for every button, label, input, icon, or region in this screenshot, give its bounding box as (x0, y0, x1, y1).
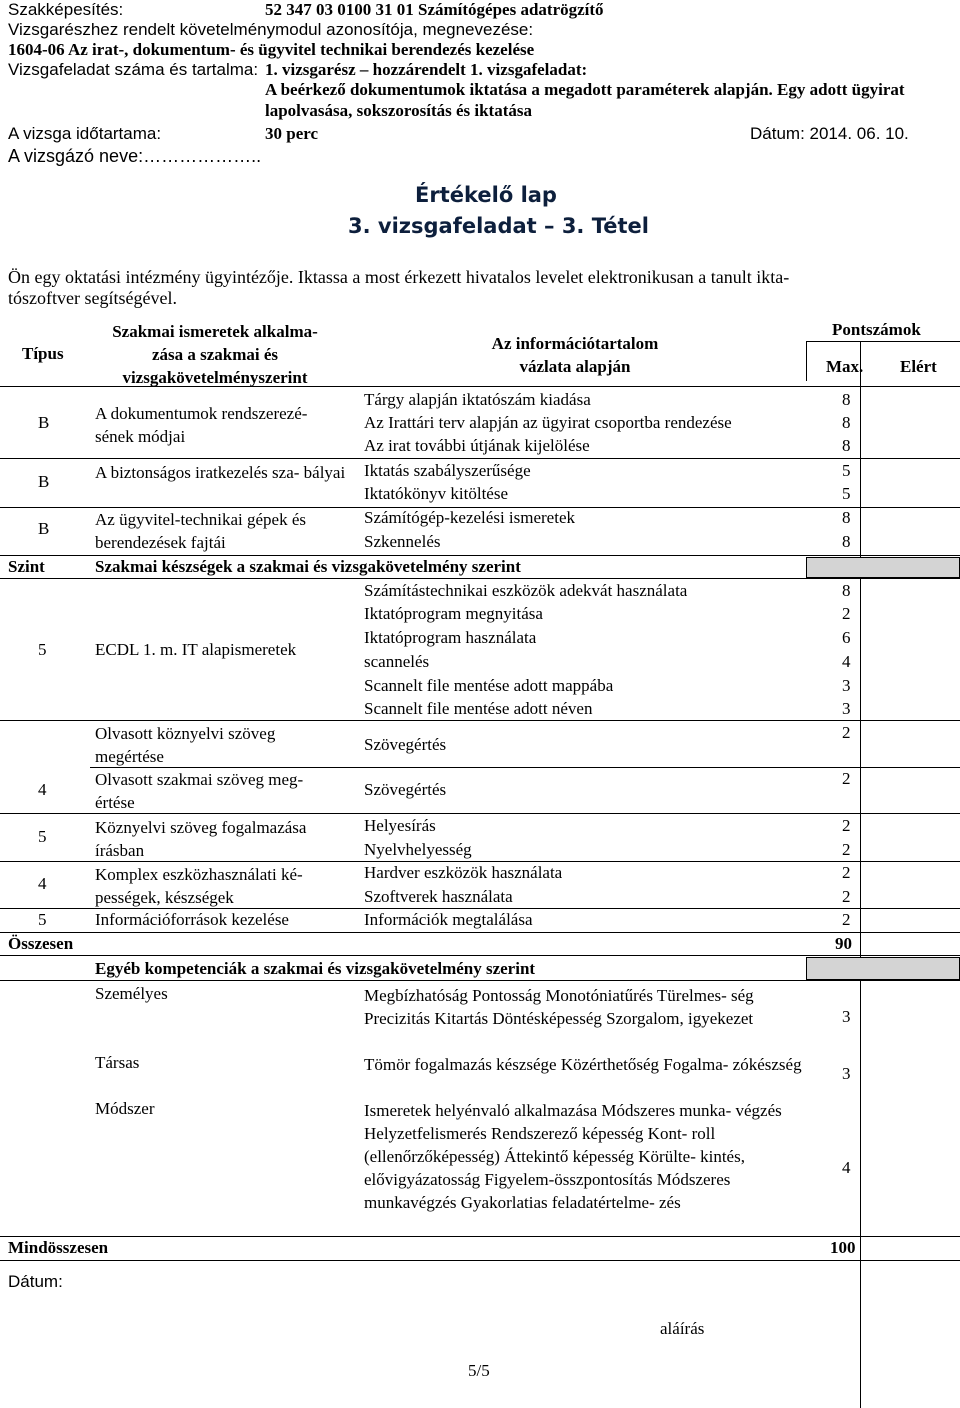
competence-personal-label: Személyes (95, 984, 168, 1003)
table-row-points: 8 (842, 390, 851, 409)
row-desc-s1: ECDL 1. m. IT alapismeretek (95, 640, 297, 659)
table-row: Számítástechnikai eszközök adekvát használata (364, 581, 688, 600)
row-level-s5: 4 (38, 874, 47, 893)
competence-method-text: Ismeretek helyénvaló alkalmazása Módszeres munka- végzés Helyzetfelismerés Rendszerező képesség Kont- roll (ellenőrzőképesség) Áttekintő képesség Körülte- kintés, elővigyázatosság Figyelem-összpontosítás Módszeres munkavégzés Gyakorlatias feladatértelme- zés (364, 1101, 782, 1212)
table-row-points: 2 (842, 863, 851, 882)
exam-date: Dátum: 2014. 06. 10. (750, 124, 909, 143)
row-type-b2: B (38, 472, 50, 491)
grand-total-value: 100 (830, 1238, 856, 1257)
competence-social-points: 3 (842, 1064, 851, 1083)
table-row: Iktatóprogram használata (364, 628, 537, 647)
table-row-points: 2 (842, 887, 851, 906)
table-row-points: 8 (842, 436, 851, 455)
row-desc-s5: Komplex eszközhasználati ké- pességek, készségek (95, 865, 303, 907)
competence-social-label: Társas (95, 1053, 140, 1072)
table-row-points: 3 (842, 676, 851, 695)
other-competences-heading: Egyéb kompetenciák a szakmai és vizsgakövetelmény szerint (95, 959, 536, 978)
page-title: Értékelő lap (415, 183, 557, 207)
table-row: Az Irattári terv alapján az ügyirat csoportba rendezése (364, 413, 732, 432)
table-row-points: 2 (842, 840, 851, 859)
row-desc-s3: Olvasott szakmai szöveg meg- értése (95, 770, 304, 812)
row-desc-s4: Köznyelvi szöveg fogalmazása írásban (95, 818, 307, 860)
row-level-s1: 5 (38, 640, 47, 659)
column-header-type: Típus (22, 344, 64, 363)
table-row-points: 2 (842, 910, 851, 929)
total-label: Összesen (8, 934, 74, 953)
table-row: Helyesírás (364, 816, 436, 835)
row-level-s4: 5 (38, 827, 47, 846)
table-row-points: 5 (842, 484, 851, 503)
row-type-b3: B (38, 519, 50, 538)
table-row-points: 2 (842, 769, 851, 788)
table-row-points: 2 (842, 604, 851, 623)
competence-method-label: Módszer (95, 1099, 155, 1118)
table-row: Szövegértés (364, 735, 447, 754)
table-row-points: 6 (842, 628, 851, 647)
column-header-information: Az információtartalom vázlata alapján (491, 334, 659, 376)
grand-total-label: Mindösszesen (8, 1238, 109, 1257)
row-level-s3: 4 (38, 780, 47, 799)
row-type-b1: B (38, 413, 50, 432)
task-number-label: Vizsgafeladat száma és tartalma: (8, 60, 259, 79)
table-row-points: 3 (842, 699, 851, 718)
row-desc-b3: Az ügyvitel-technikai gépek és berendezések fajtái (95, 510, 307, 552)
task-number-value: 1. vizsgarész – hozzárendelt 1. vizsgafeladat: (265, 60, 588, 79)
table-row-points: 8 (842, 508, 851, 527)
task-description-line1: Ön egy oktatási intézmény ügyintézője. Iktassa a most érkezett hivatalos levelet elektronikusan a tanult ikta- (8, 267, 790, 287)
competence-social-text: Tömör fogalmazás készsége Közérthetőség Fogalma- zókészség (364, 1055, 802, 1074)
competence-method-points: 4 (842, 1158, 851, 1177)
table-row-points: 8 (842, 581, 851, 600)
row-desc-b1: A dokumentumok rendszerezé- sének módjai (95, 404, 308, 446)
table-row: Szoftverek használata (364, 887, 513, 906)
table-row: Iktatás szabályszerűsége (364, 461, 531, 480)
table-row: Scannelt file mentése adott mappába (364, 676, 614, 695)
table-row-points: 2 (842, 723, 851, 742)
signature-label: aláírás (660, 1319, 705, 1338)
level-column-label: Szint (8, 557, 45, 576)
page-subtitle: 3. vizsgafeladat – 3. Tétel (348, 214, 649, 238)
module-value: 1604-06 Az irat-, dokumentum- és ügyvitel technikai berendezés kezelése (8, 40, 535, 59)
table-row-points: 4 (842, 652, 851, 671)
row-desc-s2: Olvasott köznyelvi szöveg megértése (95, 724, 276, 766)
table-row: Szkennelés (364, 532, 441, 551)
qualification-value: 52 347 03 0100 31 01 Számítógépes adatrögzítő (265, 0, 604, 19)
duration-value: 30 perc (265, 124, 319, 143)
table-row: Az irat további útjának kijelölése (364, 436, 590, 455)
module-label: Vizsgarészhez rendelt követelménymodul azonosítója, megnevezése: (8, 20, 534, 39)
table-row: Tárgy alapján iktatószám kiadása (364, 390, 591, 409)
row-desc-s6: Információforrások kezelése (95, 910, 289, 929)
page-number: 5/5 (468, 1361, 490, 1380)
qualification-label: Szakképesítés: (8, 0, 124, 19)
task-content-line2: lapolvasása, sokszorosítás és iktatása (265, 101, 532, 120)
table-row: Szövegértés (364, 780, 447, 799)
table-row: Iktatóprogram megnyitása (364, 604, 543, 623)
task-description-line2: tószoftver segítségével. (8, 288, 177, 308)
examinee-name: A vizsgázó neve:……………….. (8, 146, 262, 166)
table-row-points: 5 (842, 461, 851, 480)
table-row: Nyelvhelyesség (364, 840, 472, 859)
row-desc-b2: A biztonságos iratkezelés sza- bályai (95, 463, 346, 482)
column-header-achieved: Elért (900, 357, 937, 376)
table-row-points: 8 (842, 532, 851, 551)
table-row: Számítógép-kezelési ismeretek (364, 508, 575, 527)
table-row: Hardver eszközök használata (364, 863, 563, 882)
column-header-points: Pontszámok (832, 320, 921, 339)
total-value: 90 (835, 934, 852, 953)
footer-date-label: Dátum: (8, 1272, 63, 1291)
table-row: Iktatókönyv kitöltése (364, 484, 509, 503)
table-row: scannelés (364, 652, 430, 671)
table-row-points: 8 (842, 413, 851, 432)
skills-heading: Szakmai készségek a szakmai és vizsgakövetelmény szerint (95, 557, 521, 576)
table-row-points: 2 (842, 816, 851, 835)
row-level-s6: 5 (38, 910, 47, 929)
task-content-line1: A beérkező dokumentumok iktatása a megadott paraméterek alapján. Egy adott ügyirat (265, 80, 905, 99)
table-row: Scannelt file mentése adott néven (364, 699, 593, 718)
column-header-professional: Szakmai ismeretek alkalma- zása a szakmai és vizsgakövetelményszerint (112, 322, 318, 387)
competence-personal-points: 3 (842, 1007, 851, 1026)
table-row: Információk megtalálása (364, 910, 533, 929)
duration-label: A vizsga időtartama: (8, 124, 162, 143)
column-header-max: Max. (826, 357, 864, 376)
competence-personal-text: Megbízhatóság Pontosság Monotóniatűrés Türelmes- ség Precizitás Kitartás Döntésképesség Szorgalom, igyekezet (364, 986, 754, 1028)
